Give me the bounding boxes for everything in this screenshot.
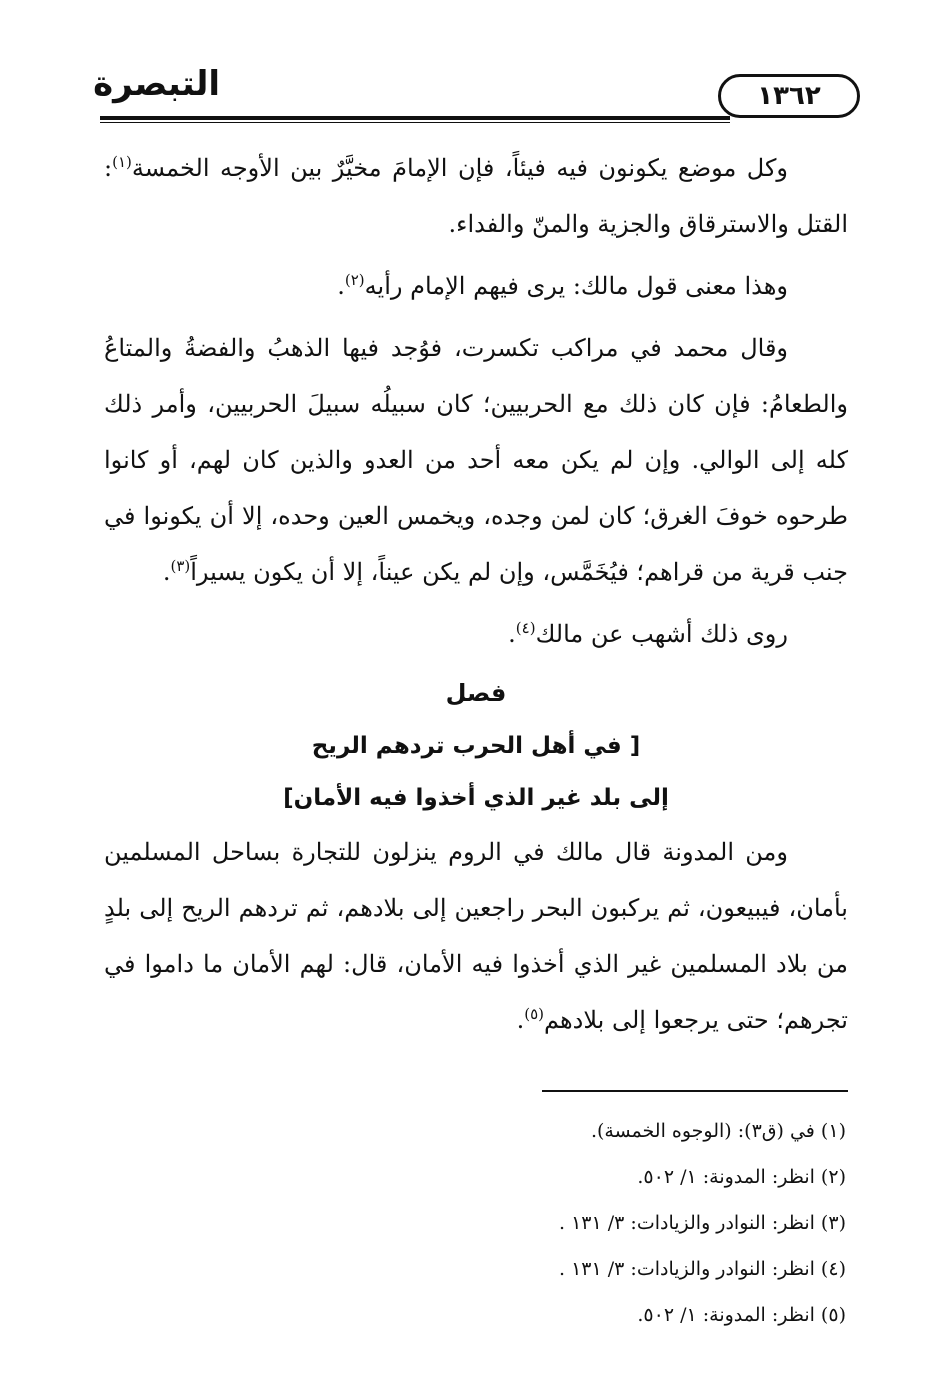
footnote-ref-3[interactable]: (٣) <box>170 557 191 575</box>
paragraph-1-tail: : القتل والاسترقاق والجزية والمنّ والفداء. <box>104 154 848 238</box>
header-rule <box>100 116 730 120</box>
paragraph-3-tail: . <box>162 558 171 586</box>
paragraph-2-tail: . <box>337 272 345 300</box>
paragraph-1 <box>104 140 848 252</box>
page-header <box>93 52 860 130</box>
main-text <box>104 140 848 1048</box>
footnote-ref-4[interactable]: (٤) <box>515 619 536 637</box>
book-title: التبصرة <box>93 64 220 104</box>
footnote-ref-5[interactable]: (٥) <box>524 1005 545 1023</box>
paragraph-1-text: وكل موضع يكونون فيه فيئاً، فإن الإمامَ مخيَّرٌ بين الأوجه الخمسة <box>131 154 788 182</box>
section-subheading-line-2: إلى بلد غير الذي أخذوا فيه الأمان] <box>283 785 669 811</box>
section-subheading-line-1: [ في أهل الحرب تردهم الريح <box>311 733 641 759</box>
page-number: ١٣٦٢ <box>718 74 860 118</box>
footnote-4: (٤) انظر: النوادر والزيادات: ٣/ ١٣١ . <box>558 1258 846 1280</box>
footnote-5: (٥) انظر: المدونة: ١/ ٥٠٢. <box>637 1304 846 1326</box>
footnote-2: (٢) انظر: المدونة: ١/ ٥٠٢. <box>637 1166 846 1188</box>
paragraph-5 <box>104 824 848 1048</box>
paragraph-3-text: وقال محمد في مراكب تكسرت، فوُجد فيها الذهبُ والفضةُ والمتاعُ والطعامُ: فإن كان ذلك مع الحربيين؛ كان سبيلُه سبيلَ الحربيين، وأمر ذلك كله إلى الوالي. وإن لم يكن معه أحد من العدو والذين كان لهم، أو كانوا طرحوه خوفَ الغرق؛ كان لمن وجده، ويخمس العين وحده، إلا أن يكونوا في جنب قرية من قراهم؛ فيُخَمَّس، وإن لم يكن عيناً، إلا أن يكون يسيراً <box>104 334 848 586</box>
paragraph-5-text: ومن المدونة قال مالك في الروم ينزلون للتجارة بساحل المسلمين بأمان، فيبيعون، ثم يركبون البحر راجعين إلى بلادهم، ثم تردهم الريح إلى بلدٍ من بلاد المسلمين غير الذي أخذوا فيه الأمان، قال: لهم الأمان ما داموا في تجرهم؛ حتى يرجعوا إلى بلادهم <box>104 838 849 1034</box>
paragraph-3 <box>104 320 848 600</box>
footnote-ref-2[interactable]: (٢) <box>344 271 365 289</box>
paragraph-4-text: روى ذلك أشهب عن مالك <box>535 620 788 648</box>
paragraph-2-text: وهذا معنى قول مالك: يرى فيهم الإمام رأيه <box>364 272 788 300</box>
paragraph-4 <box>104 606 848 662</box>
footnote-1: (١) في (ق٣): (الوجوه الخمسة). <box>590 1120 846 1142</box>
header-rule-thin <box>100 122 730 123</box>
footnote-separator <box>542 1090 848 1092</box>
paragraph-5-tail: . <box>516 1006 525 1034</box>
footnote-ref-1[interactable]: (١) <box>112 153 132 171</box>
paragraph-4-tail: . <box>508 620 516 648</box>
footnotes <box>346 1108 846 1338</box>
footnote-3: (٣) انظر: النوادر والزيادات: ٣/ ١٣١ . <box>558 1212 846 1234</box>
section-heading: فصل <box>445 679 507 707</box>
paragraph-2 <box>104 258 848 314</box>
